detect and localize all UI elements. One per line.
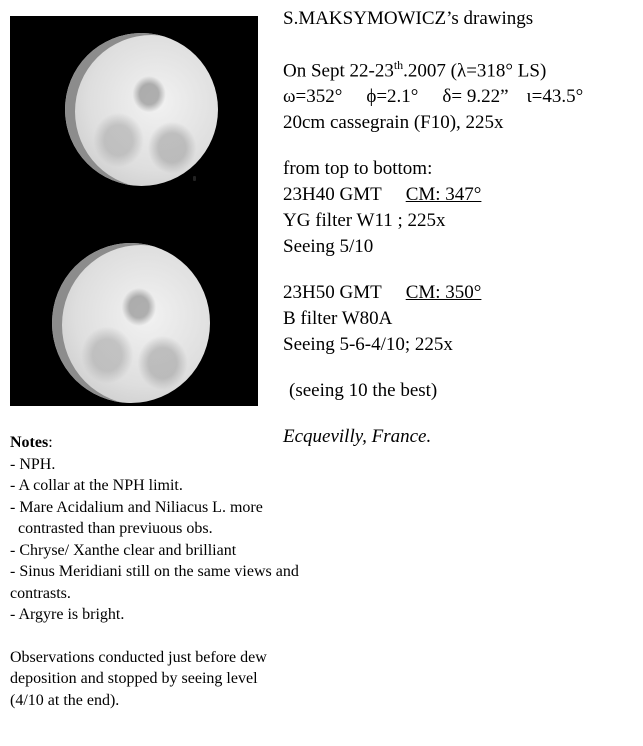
observation-date: On Sept 22-23th.2007 (λ=318° LS) [283,58,547,82]
mars-drawings-panel [10,16,258,406]
obs-2-time: 23H50 GMT CM: 350° [283,282,482,304]
obs-2-seeing: Seeing 5-6-4/10; 225x [283,334,453,356]
obs-2-cm: CM: 350° [405,282,482,304]
instrument: 20cm cassegrain (F10), 225x [283,112,504,134]
location: Ecquevilly, France. [283,426,432,448]
notes-section [10,432,390,711]
mars-drawing-top [65,33,218,186]
observation-info [283,6,638,450]
mars-drawing-bottom [52,243,210,403]
closing-line: (4/10 at the end). [10,691,120,709]
obs-1-seeing: Seeing 5/10 [283,236,374,258]
note-line: - Sinus Meridiani still on the same views and [10,563,299,580]
note-line: - Chryse/ Xanthe clear and brilliant [10,541,237,559]
note-line: contrasted than previuous obs. [10,520,213,537]
drawing-mark [193,176,196,181]
seeing-note: (seeing 10 the best) [289,380,438,402]
obs-2-filter: B filter W80A [283,308,393,330]
planet-limb-shadow [65,33,218,186]
note-line: - Mare Acidalium and Niliacus L. more [10,498,263,516]
obs-1-cm: CM: 347° [405,184,482,206]
obs-1-time: 23H40 GMT CM: 347° [283,184,482,206]
note-line: contrasts. [10,584,71,602]
closing-line: deposition and stopped by seeing level [10,670,258,687]
observation-params: ω=352° ϕ=2.1° δ= 9.22” ι=43.5° [283,86,584,108]
note-line: - A collar at the NPH limit. [10,477,183,494]
closing-line: Observations conducted just before dew [10,648,267,666]
note-line: - Argyre is bright. [10,606,125,623]
page-title: S.MAKSYMOWICZ’s drawings [283,8,534,29]
planet-limb-shadow [52,243,210,403]
note-line: - NPH. [10,455,56,473]
sequence-label: from top to bottom: [283,158,433,180]
notes-heading: Notes: [10,434,53,451]
obs-1-filter: YG filter W11 ; 225x [283,210,446,232]
